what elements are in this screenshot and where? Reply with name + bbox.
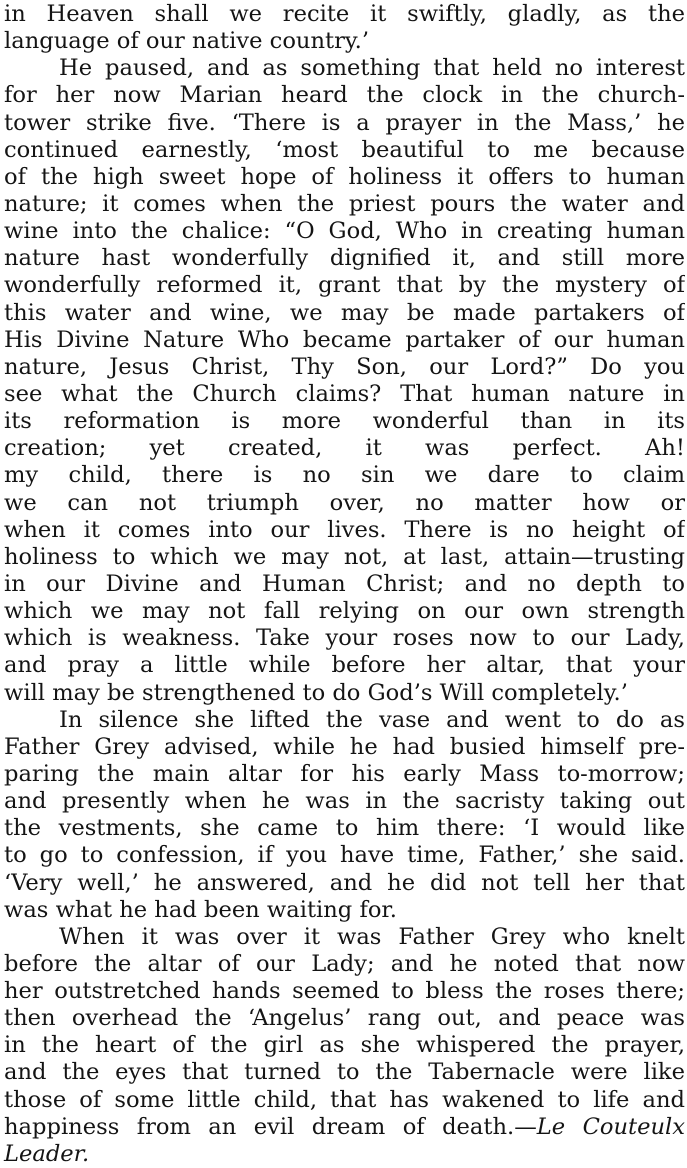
line-text: holiness to which we may not, at last, attain—trusting	[4, 543, 685, 570]
line-text: Father Grey advised, while he had busied himself pre-	[4, 733, 685, 760]
line-text: her outstretched hands seemed to bless the roses there;	[4, 978, 685, 1005]
line-text: in our Divine and Human Christ; and no depth to	[4, 570, 685, 597]
paragraph	[4, 924, 685, 1168]
line-text: nature; it comes when the priest pours the water and	[4, 190, 685, 217]
line-text: wonderfully reformed it, grant that by the mystery of	[4, 272, 685, 299]
line-text: for her now Marian heard the clock in the church-	[4, 82, 685, 109]
line-text: happiness from an evil dream of death.	[4, 1113, 515, 1140]
line-text: paring the main altar for his early Mass to-morrow;	[4, 760, 685, 787]
text-line	[4, 870, 685, 897]
line-text: in Heaven shall we recite it swiftly, gladly, as the	[4, 1, 685, 27]
text-line	[4, 245, 685, 272]
line-text: nature, Jesus Christ, Thy Son, our Lord?” Do you	[4, 353, 685, 380]
text-line	[4, 354, 685, 381]
line-text: we can not triumph over, no matter how or	[4, 489, 685, 516]
text-line	[4, 815, 685, 842]
line-text: His Divine Nature Who became partaker of our human	[4, 326, 685, 353]
line-text: which is weakness. Take your roses now to our Lady,	[4, 625, 685, 652]
text-line	[4, 164, 685, 191]
text-line	[4, 462, 685, 489]
line-text: creation; yet created, it was perfect. Ah!	[4, 435, 685, 462]
attribution: Le Couteulx Leader.	[4, 1113, 685, 1167]
text-line	[4, 1, 685, 28]
text-line	[4, 1087, 685, 1114]
text-line	[4, 435, 685, 462]
text-line	[4, 517, 685, 544]
text-body	[4, 1, 685, 1168]
line-text: those of some little child, that has wakened to life and	[4, 1086, 685, 1113]
text-line	[4, 544, 685, 571]
line-text: and pray a little while before her altar, that your	[4, 652, 685, 679]
line-text: and presently when he was in the sacristy taking out	[4, 788, 685, 815]
line-text: to go to confession, if you have time, Father,’ she said.	[4, 842, 685, 869]
text-line	[4, 652, 685, 679]
text-line	[4, 788, 685, 815]
line-text: In silence she lifted the vase and went to do as	[59, 706, 685, 733]
line-text: and the eyes that turned to the Tabernacle were like	[4, 1059, 685, 1086]
line-text: see what the Church claims? That human nature in	[4, 380, 685, 407]
line-text: wine into the chalice: “O God, Who in creating human	[4, 218, 685, 245]
text-line	[4, 734, 685, 761]
text-line	[4, 191, 685, 218]
line-text: the vestments, she came to him there: ‘I would like	[4, 815, 685, 842]
line-text: continued earnestly, ‘most beautiful to me because	[4, 136, 685, 163]
line-text: When it was over it was Father Grey who knelt	[59, 923, 685, 950]
line-text: my child, there is no sin we dare to claim	[4, 462, 685, 489]
text-line	[4, 598, 685, 625]
line-text: this water and wine, we may be made partakers of	[4, 299, 685, 326]
line-text: ‘Very well,’ he answered, and he did not tell her that	[4, 869, 685, 896]
text-line	[4, 625, 685, 652]
text-line	[4, 680, 685, 707]
text-line	[4, 1005, 685, 1032]
text-line	[4, 707, 685, 734]
text-line	[4, 408, 685, 435]
line-text: before the altar of our Lady; and he noted that now	[4, 950, 685, 977]
line-text: when it comes into our lives. There is no height of	[4, 516, 685, 543]
text-line	[4, 381, 685, 408]
text-line	[4, 327, 685, 354]
line-text: which we may not fall relying on our own strength	[4, 598, 685, 625]
paragraph	[4, 1, 685, 55]
text-line	[4, 924, 685, 951]
paragraph	[4, 707, 685, 924]
text-line	[4, 951, 685, 978]
text-line	[4, 1032, 685, 1059]
text-line	[4, 28, 685, 55]
text-line	[4, 897, 685, 924]
line-text: then overhead the ‘Angelus’ rang out, and peace was	[4, 1005, 685, 1032]
text-line	[4, 978, 685, 1005]
text-line	[4, 1059, 685, 1086]
text-line	[4, 272, 685, 299]
paragraph	[4, 55, 685, 706]
text-line	[4, 1114, 685, 1168]
line-text: its reformation is more wonderful than in its	[4, 408, 685, 435]
text-line	[4, 490, 685, 517]
text-line	[4, 55, 685, 82]
text-line	[4, 137, 685, 164]
text-line	[4, 571, 685, 598]
line-text: will may be strengthened to do God’s Will completely.’	[4, 679, 628, 706]
line-text: in the heart of the girl as she whispered the prayer,	[4, 1032, 685, 1059]
text-line	[4, 300, 685, 327]
text-line	[4, 842, 685, 869]
line-text: language of our native country.’	[4, 28, 370, 55]
line-text: tower strike five. ‘There is a prayer in the Mass,’ he	[4, 109, 685, 136]
line-text: He paused, and as something that held no interest	[59, 55, 685, 82]
text-line	[4, 218, 685, 245]
text-line	[4, 110, 685, 137]
line-text: nature hast wonderfully dignified it, and still more	[4, 245, 685, 272]
line-text: was what he had been waiting for.	[4, 896, 397, 923]
text-line	[4, 82, 685, 109]
text-line	[4, 761, 685, 788]
line-text: of the high sweet hope of holiness it offers to human	[4, 163, 685, 190]
attribution-dash: —	[514, 1113, 537, 1140]
